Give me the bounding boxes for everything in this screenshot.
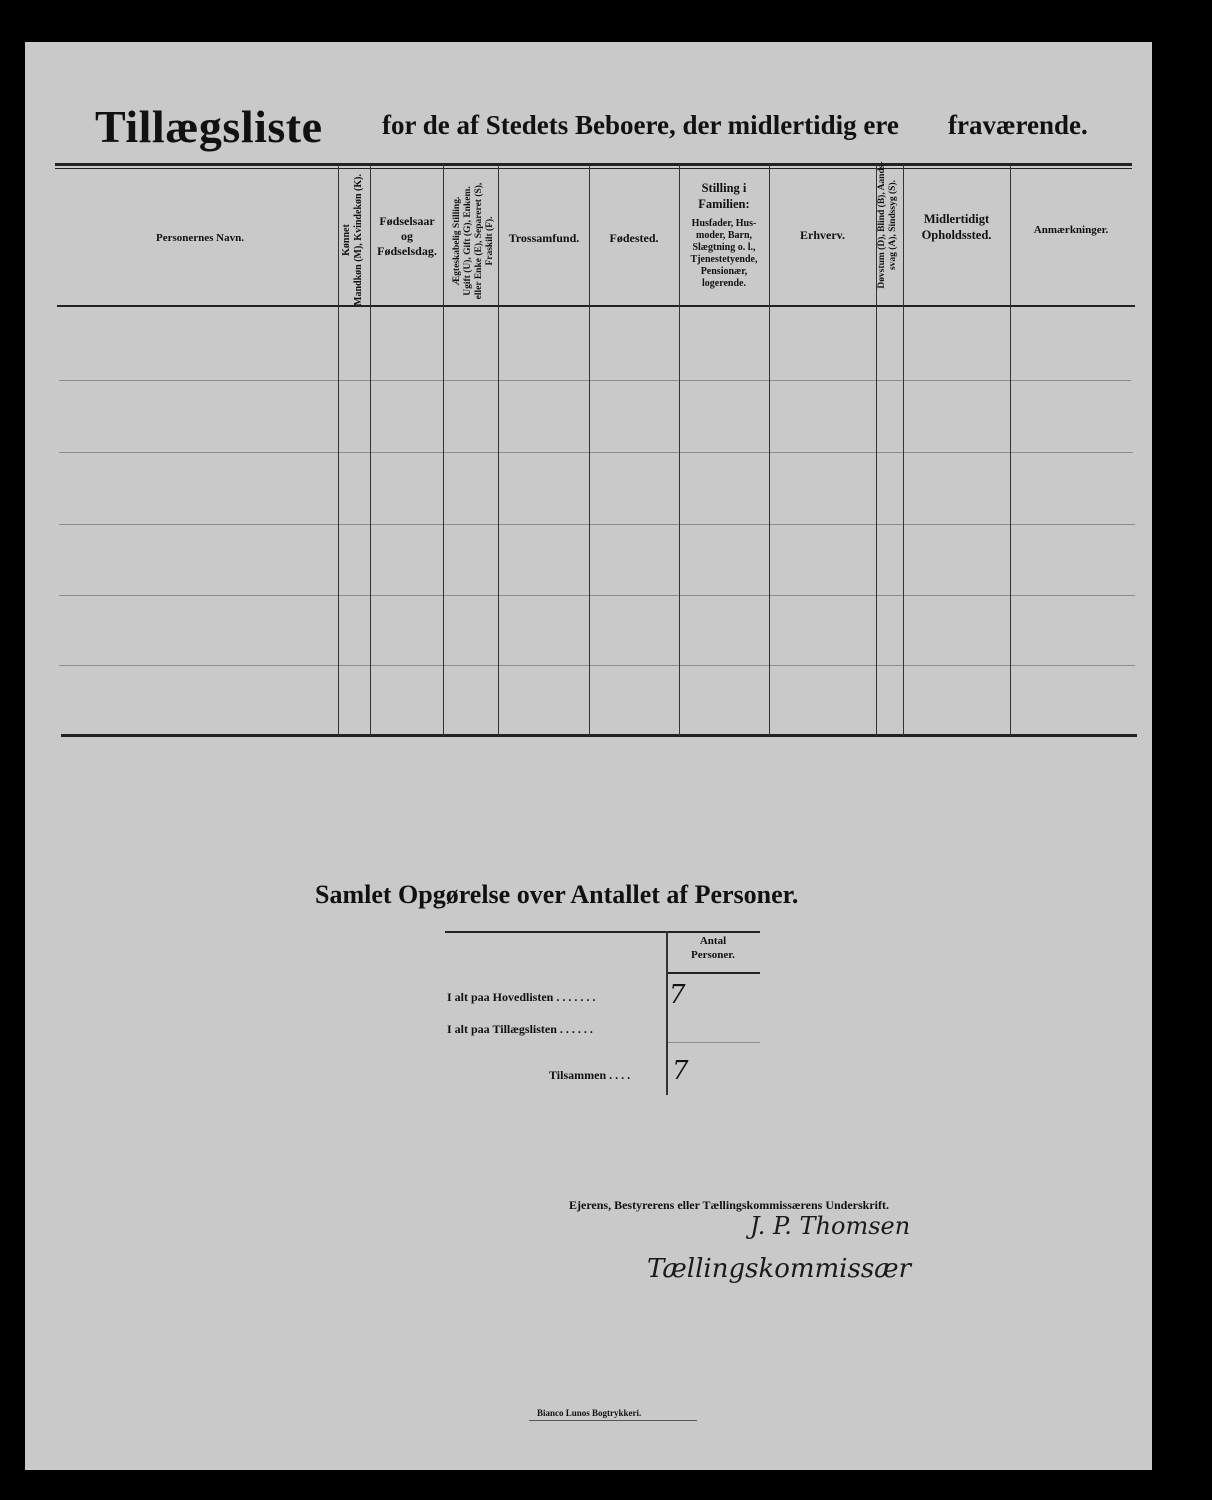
row-divider	[59, 595, 1135, 596]
col-header-temp-residence: Midlertidigt Opholdssted.	[921, 212, 992, 242]
signature-caption: Ejerens, Bestyrerens eller Tællingskommissærens Underskrift.	[569, 1198, 889, 1212]
col-header-family-detail: Husfader, Hus- moder, Barn, Slægtning o. l., Tjenestetyende, Pensionær, logerende.	[690, 218, 758, 289]
summary-row-label: I alt paa Tillægslisten . . . . . .	[447, 1022, 593, 1036]
col-header-gender: Kønnet Mandkøn (M), Kvindekøn (K).	[341, 174, 364, 306]
column-divider	[903, 164, 904, 736]
table-top-rule	[55, 163, 1132, 166]
col-header-occupation: Erhverv.	[800, 228, 845, 242]
row-divider	[59, 452, 1133, 453]
row-divider	[59, 380, 1131, 381]
summary-row-value: 7	[672, 1056, 689, 1086]
column-divider	[589, 164, 590, 736]
summary-top-rule	[445, 931, 760, 933]
col-header-religion: Trossamfund.	[508, 231, 580, 245]
summary-row-label: Tilsammen . . . .	[549, 1068, 631, 1082]
census-form-sheet	[25, 42, 1152, 1470]
col-header-family-title: Stilling i Familien:	[698, 181, 750, 211]
col-header-marital: Ægteskabelig Stilling. Ugift (U), Gift (G), Enkem. eller Enke (E), Separeret (S), Fraskilt (F).	[452, 182, 495, 300]
table-top-rule-thin	[55, 168, 1132, 169]
signature-role: Tællingskommissær	[647, 1254, 912, 1284]
summary-row-rule	[668, 1042, 760, 1043]
form-title-main: Tillægsliste	[95, 101, 323, 152]
col-header-name: Personernes Navn.	[156, 232, 244, 244]
form-title-rest: for de af Stedets Beboere, der midlertidig ere	[382, 110, 899, 140]
row-divider	[59, 665, 1135, 666]
table-bottom-rule	[61, 734, 1137, 737]
summary-header-rule	[668, 972, 760, 974]
column-divider	[443, 164, 444, 736]
column-divider	[769, 164, 770, 736]
summary-title: Samlet Opgørelse over Antallet af Personer.	[315, 880, 799, 909]
col-header-birth: Fødselsaar og Fødselsdag.	[377, 214, 437, 258]
header-bottom-rule	[57, 305, 1135, 307]
row-divider	[59, 524, 1135, 525]
form-title-emphasis: fraværende.	[948, 110, 1088, 140]
col-header-birthplace: Fødested.	[609, 231, 659, 245]
col-header-disability: Døvstum (D), Blind (B), Aands- svag (A), Sindssyg (S).	[877, 161, 898, 289]
printer-imprint: Bianco Lunos Bogtrykkeri.	[537, 1408, 642, 1418]
summary-col-header: Antal Personer.	[691, 935, 735, 961]
summary-row-label: I alt paa Hovedlisten . . . . . . .	[447, 990, 596, 1004]
column-divider	[338, 164, 339, 736]
col-header-remarks: Anmærkninger.	[1033, 224, 1109, 236]
column-divider	[1010, 164, 1011, 736]
summary-row-value: 7	[669, 980, 686, 1010]
signature-name: J. P. Thomsen	[750, 1212, 911, 1240]
printer-underline	[529, 1420, 697, 1421]
